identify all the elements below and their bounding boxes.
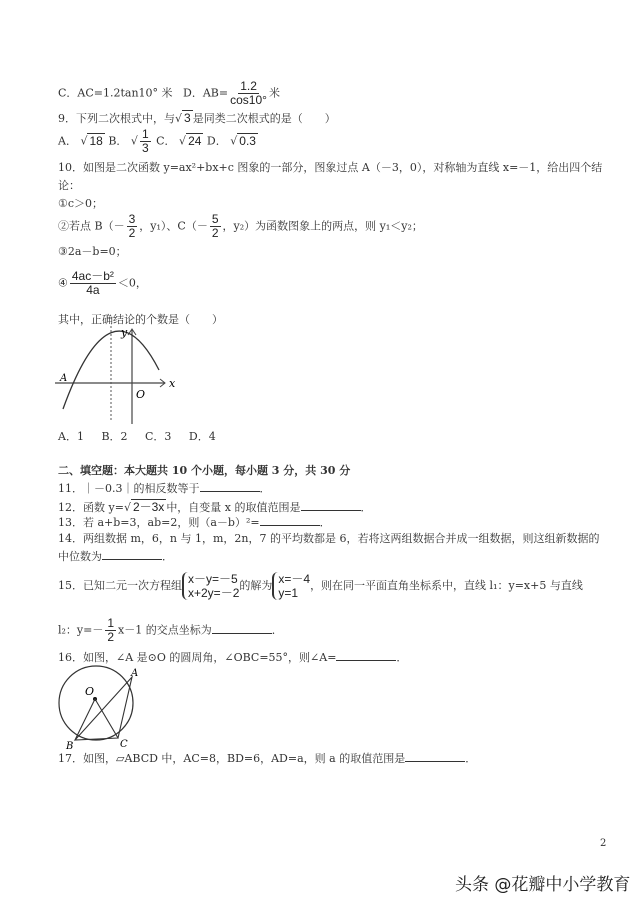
q10-options [58,430,216,444]
equation: x－y=－5 [188,572,238,586]
origin-label: O [136,388,146,401]
q10-stem-cont: 论： [58,179,80,192]
fraction [105,617,116,644]
y-label: y [121,326,128,339]
denominator: cos10° [230,93,267,107]
label-c: C [120,739,128,750]
q9-options: A． √ 18 B． √ $\frac{1}{3}$ C． √ 24 D． √ 0.3 [58,127,256,155]
text: ，y₂）为函数图象上的两点，则 y₁＜y₂； [222,219,423,233]
text: 的解为 [239,579,273,592]
answer-blank [301,500,361,511]
text: 中，自变量 x 的取值范围是 [166,501,301,514]
label-a: A [131,668,139,679]
q17 [58,751,476,766]
circle-figure [52,665,142,750]
text: ． [162,550,173,563]
label-b: B [66,741,74,750]
q8-options [58,80,280,107]
watermark: 头条 @花瓣中小学教育 [455,875,631,895]
option-b: B．2 [101,430,128,443]
label-o: O [85,685,95,698]
text: 12．函数 y= [58,501,124,514]
text: ． [396,651,408,664]
q10-conclusion-2 [58,213,423,240]
text: 11．｜－0.3｜的相反数等于 [58,482,200,495]
text: 9．下列二次根式中，与 [58,112,175,125]
solution: y=1 [278,586,299,600]
numerator: 1 [141,127,149,141]
option-label: C． [156,134,176,148]
parabola-graph [55,326,180,426]
equation-system [182,572,239,600]
text: ． [465,752,477,765]
fraction [127,213,138,240]
q10-conclusion-3: ③2a－b=0； [58,245,127,258]
section-heading: 二、填空题：本大题共 10 个小题，每小题 3 分，共 30 分 [58,464,351,477]
point-a-label: A [60,373,68,384]
q16 [58,650,407,665]
denominator: 2 [128,226,136,240]
denominator: 2 [107,630,115,644]
solution: x=－4 [278,572,311,586]
text: x－1 的交点坐标为 [118,623,212,637]
numerator: 1 [107,616,115,630]
text: 17．如图，▱ABCD 中，AC=8，BD=6，AD=a，则 a 的取值范围是 [58,752,406,765]
option-d: D．4 [188,430,216,443]
q10-conclusion-1: ①c＞0； [58,197,104,210]
option-label: A． [58,134,77,148]
q10-stem: 10．如图是二次函数 y=ax²+bx+c 图象的一部分，图象过点 A（－3，0），对称轴为直线 x=－1，给出四个结 [58,161,603,174]
text: 13．若 a+b=3，ab=2，则（a－b）²= [58,516,260,529]
fraction [70,270,116,297]
numerator: 3 [128,212,136,226]
q9-stem: 9．下列二次根式中，与√ 3 是同类二次根式的是（ ） [58,111,336,125]
q10-ask: 其中，正确结论的个数是（ ） [58,313,223,326]
q15-cont [58,617,283,644]
circle-o [59,666,133,740]
answer-blank [405,751,465,762]
text: ，则在同一平面直角坐标系中，直线 l₁：y=x+5 与直线 [310,579,583,592]
option-label: B． [108,134,128,148]
denominator: 4a [86,283,100,297]
radicand: 0.3 [239,133,256,148]
answer-blank [102,549,162,560]
fraction [140,128,151,155]
radicand: 18 [89,133,103,148]
option-a: A．1 [58,430,84,443]
fraction [230,80,267,107]
text: 是同类二次根式的是（ ） [192,112,336,125]
q8-option-d: D．AB= [183,86,229,100]
q14: 14．两组数据 m，6，n 与 1，m，2n，7 的平均数都是 6，若将这两组数据合并成一组数据，则这组新数据的 [58,532,600,545]
triangle-lines [75,677,132,740]
q13 [58,515,331,530]
q10-conclusion-4 [58,270,147,297]
q12: 12．函数 y=√ 2－3x 中，自变量 x 的取值范围是 ． [58,500,372,514]
denominator: 3 [141,141,149,155]
text: ＜0， [117,276,147,290]
radicand: 3 [184,111,191,125]
text: ． [271,623,283,637]
option-label: D． [206,134,227,148]
text: ． [360,501,372,514]
answer-blank [260,515,320,526]
solution-system [272,572,310,600]
text: l₂：y=－ [58,623,104,637]
answer-blank [336,650,396,661]
text: 16．如图，∠A 是⊙O 的圆周角，∠OBC=55°，则∠A= [58,651,337,664]
fraction [210,213,221,240]
unit: 米 [268,86,280,100]
text: ④ [58,276,68,290]
text: 中位数为 [58,550,102,563]
q14-cont [58,549,173,564]
q15 [58,572,583,600]
text: 15．已知二元一次方程组 [58,579,182,592]
text: ，y₁）、C（－ [139,219,208,233]
equation: x+2y=－2 [188,586,240,600]
x-label: x [169,377,176,390]
numerator: 5 [211,212,219,226]
text: ②若点 B（－ [58,219,125,233]
text: ． [319,516,331,529]
text: ． [259,482,271,495]
answer-blank [212,623,272,634]
numerator: 1.2 [240,79,257,93]
page-number: 2 [600,838,607,849]
answer-blank [200,481,260,492]
q11 [58,481,271,496]
radicand: 24 [188,133,202,148]
denominator: 2 [211,226,219,240]
option-c: C．3 [145,430,172,443]
radicand: 2－3x [132,500,165,514]
numerator: 4ac－b² [71,269,114,283]
q8-option-c: C．AC=1.2tan10° 米 [58,86,173,100]
